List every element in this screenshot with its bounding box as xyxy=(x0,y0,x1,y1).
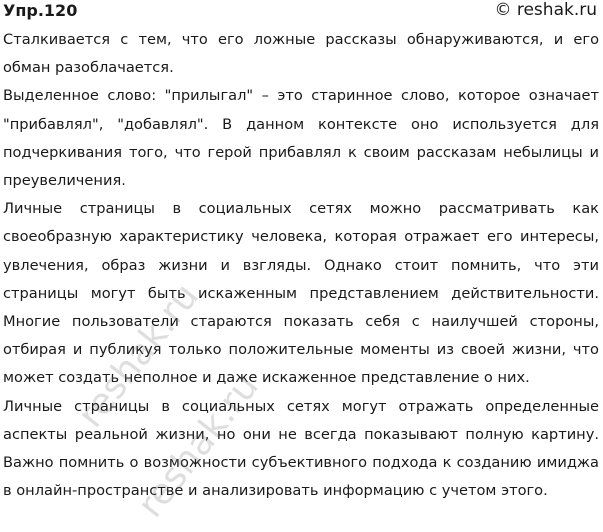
watermark-text-1: reshak.ru xyxy=(70,276,207,436)
answer-text xyxy=(3,26,599,505)
site-copyright[interactable]: © reshak.ru xyxy=(494,0,597,20)
paragraph-4: Личные страницы в социальных сетях могут отражать определенные аспекты реальной жизни, но они не всегда показывают полную картину. Важно помнить о возможности субъективного подхода к созданию имиджа в онлайн-пространстве и анализировать информацию с учетом этого. xyxy=(3,397,599,500)
paragraph-1: Сталкивается с тем, что его ложные рассказы обнаруживаются, и его обман разоблачается. xyxy=(3,31,599,77)
watermark-text-2: reshak.ru xyxy=(130,366,267,526)
header xyxy=(3,0,599,26)
paragraph-3: Личные страницы в социальных сетях можно рассматривать как своеобразную характеристику человека, которая отражает его интересы, увлечения, образ жизни и взгляды. Однако стоит помнить, что эти страницы могут быть искаженным представлением действительности. Многие пользователи стараются показать себя с наилучшей стороны, отбирая и публикуя только положительные моменты из своей жизни, что может создать неполное и даже искаженное представление о них. xyxy=(3,200,599,387)
exercise-title: Упр.120 xyxy=(3,1,78,20)
paragraph-2: Выделенное слово: "прилыгал" – это старинное слово, которое означает "прибавлял", "добавлял". В данном контексте оно используется для подчеркивания того, что герой прибавлял к своим рассказам небылицы и преувеличения. xyxy=(3,87,599,190)
